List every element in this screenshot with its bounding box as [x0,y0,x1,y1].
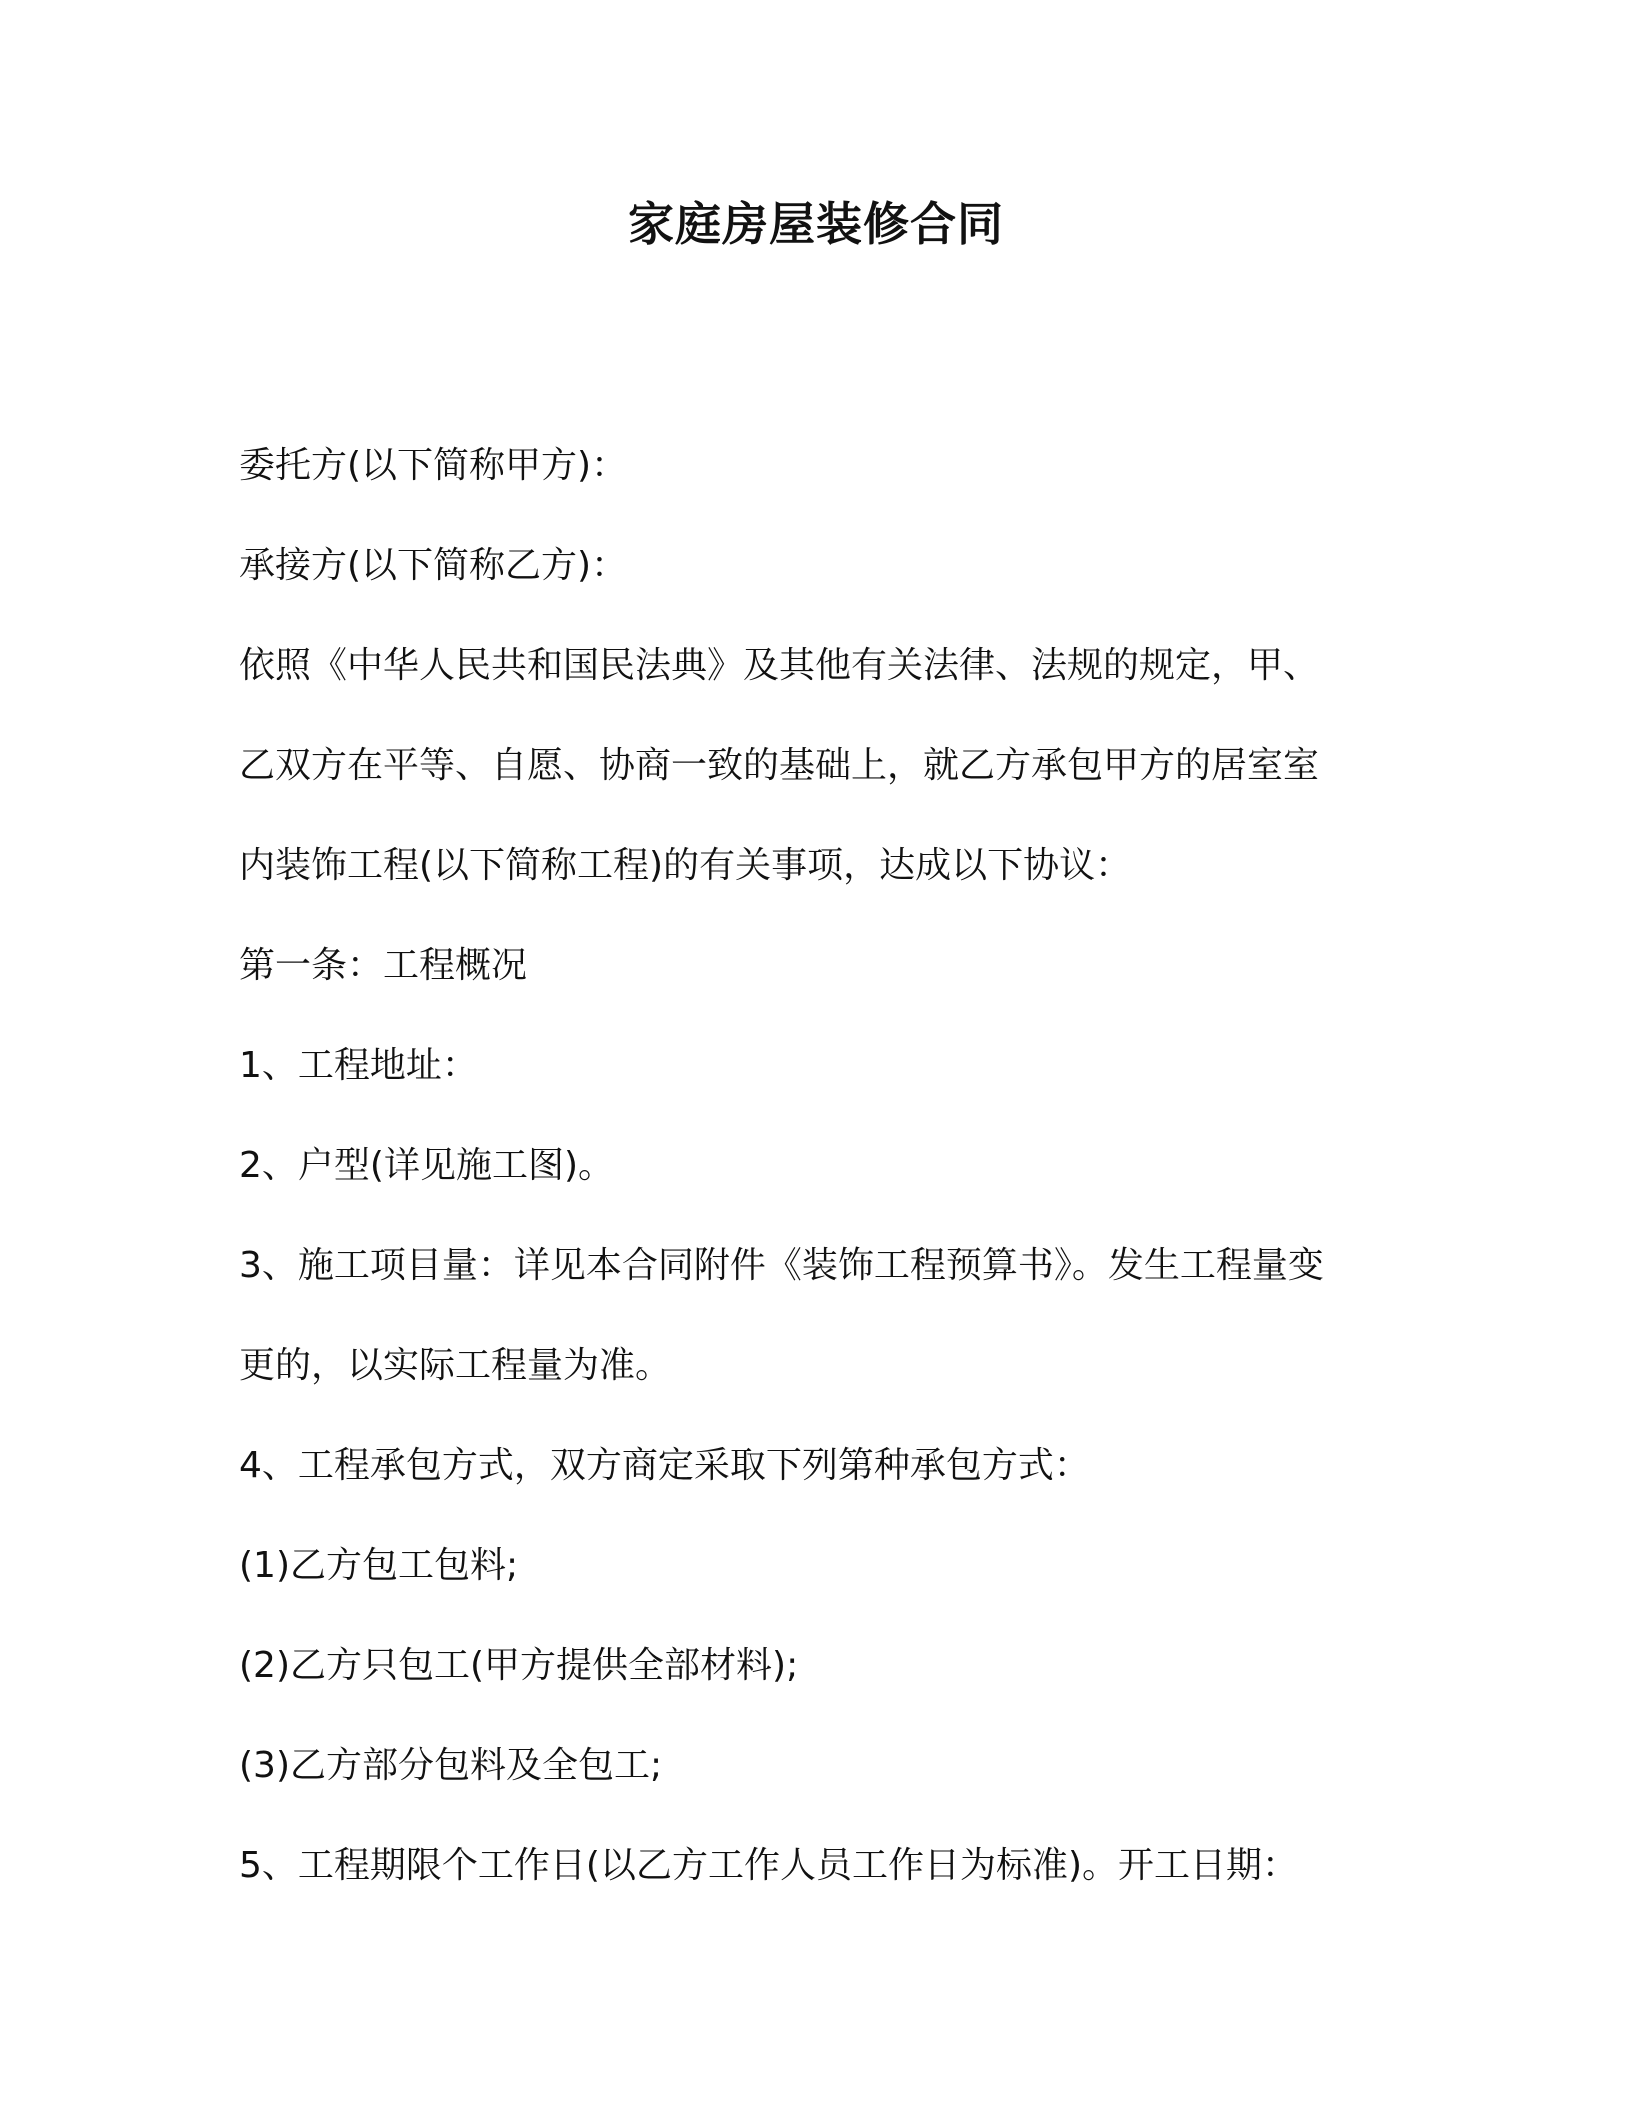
preamble-line-3: 内装饰工程(以下简称工程)的有关事项，达成以下协议： [239,845,1132,886]
article-1-heading: 第一条：工程概况 [239,945,528,986]
client-party-line: 委托方(以下简称甲方)： [239,445,628,486]
document-title: 家庭房屋装修合同 [628,197,1004,251]
clause-5-period: 5、工程期限个工作日(以乙方工作人员工作日为标准)。开工日期： [239,1845,1298,1886]
clause-3-scope-line-1: 3、施工项目量：详见本合同附件《装饰工程预算书》。发生工程量变 [239,1245,1324,1286]
preamble-line-2: 乙双方在平等、自愿、协商一致的基础上，就乙方承包甲方的居室室 [239,745,1320,786]
clause-4-contract-method: 4、工程承包方式，双方商定采取下列第种承包方式： [239,1445,1090,1486]
preamble-line-1: 依照《中华人民共和国民法典》及其他有关法律、法规的规定，甲、 [239,645,1320,686]
clause-2-layout: 2、户型(详见施工图)。 [239,1145,614,1186]
clause-3-scope-line-2: 更的，以实际工程量为准。 [239,1345,672,1386]
contractor-party-line: 承接方(以下简称乙方)： [239,545,628,586]
option-2: (2)乙方只包工(甲方提供全部材料); [239,1645,799,1686]
document-body [239,416,1419,1916]
clause-1-address: 1、工程地址： [239,1045,478,1086]
option-1: (1)乙方包工包料; [239,1545,519,1586]
option-3: (3)乙方部分包料及全包工; [239,1745,663,1786]
